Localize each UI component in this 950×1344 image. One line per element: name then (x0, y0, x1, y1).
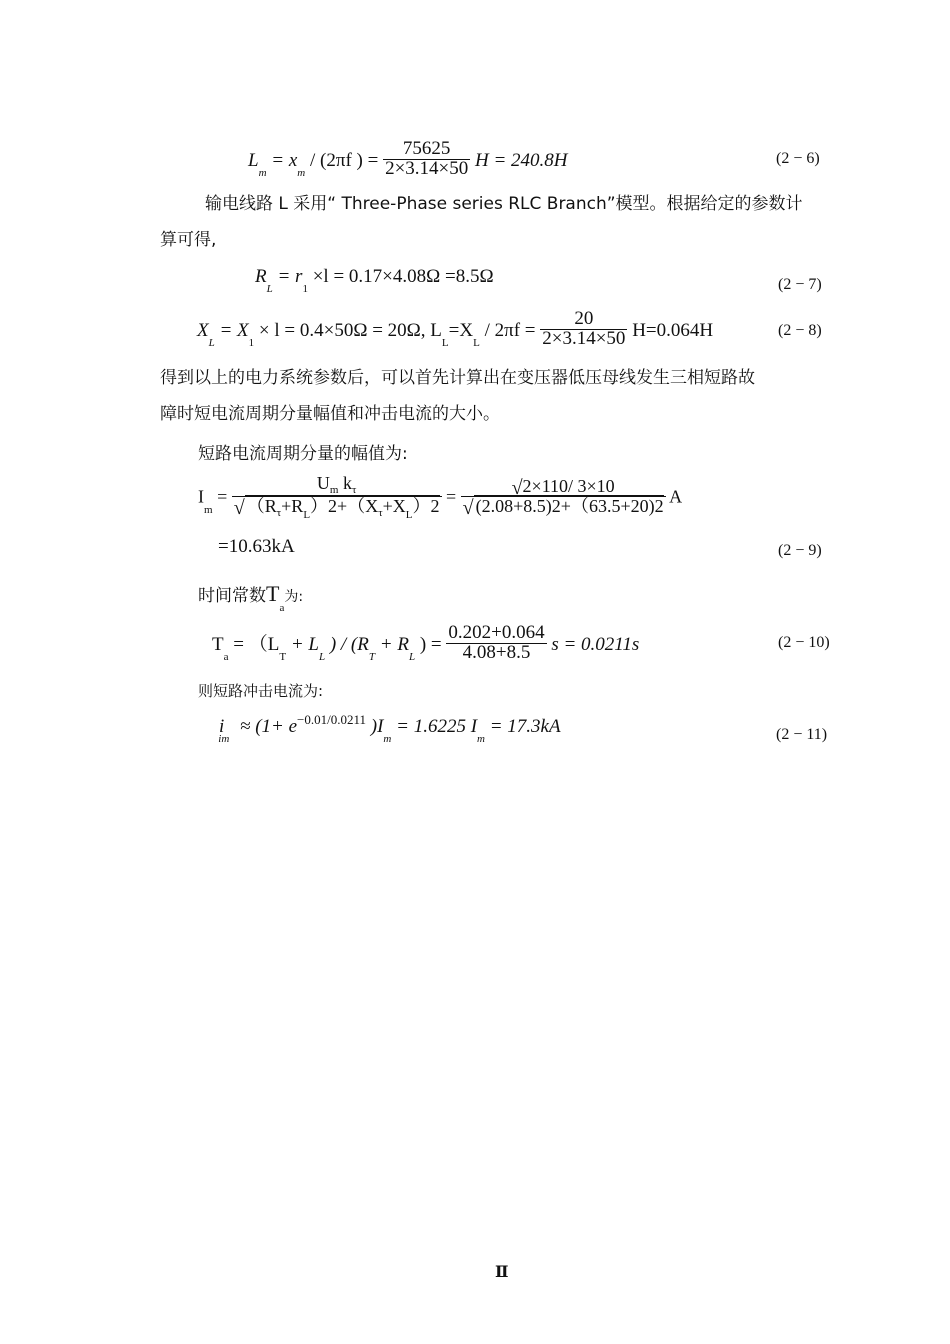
eq-term: = X (219, 319, 249, 341)
eq-term: ）2+（X (310, 496, 379, 516)
paragraph-line: 算可得, (160, 230, 217, 250)
page-number: Ⅱ (495, 1264, 509, 1281)
eq-fraction (232, 473, 442, 521)
fraction-denominator (461, 496, 666, 519)
eq-term: ) / (R (329, 633, 369, 655)
eq-term: k (342, 473, 352, 493)
sqrt-icon: √ (233, 497, 245, 519)
paragraph-line: 输电线路 L 采用“ Three-Phase series RLC Branch”模型。根据给定的参数计 (205, 194, 803, 214)
fraction-denominator (232, 496, 442, 521)
eq-symbol: X (197, 319, 209, 341)
paragraph-line: 则短路冲击电流为: (198, 682, 324, 700)
eq-term: （R (246, 496, 277, 516)
eq-subscript: L (208, 336, 215, 349)
eq-subscript: L (441, 336, 449, 349)
eq-subscript: m (297, 166, 306, 179)
eq-term: ≈ (1+ e (240, 716, 298, 737)
paragraph-line: 障时短电流周期分量幅值和冲击电流的大小。 (160, 404, 500, 424)
fraction-numerator (232, 473, 442, 496)
eq-subscript: im (218, 733, 230, 745)
eq-subscript: τ (378, 507, 383, 519)
eq-term: + R (379, 633, 409, 655)
eq-term: = （L (233, 633, 280, 655)
eq-term: +X (382, 496, 406, 516)
equation-2-11 (218, 712, 561, 745)
eq-term: U (316, 473, 330, 493)
eq-term: 2×110/ 3×10 (522, 476, 615, 496)
equation-2-8 (197, 308, 714, 351)
eq-subscript: a (223, 650, 229, 663)
eq-fraction (383, 139, 470, 178)
eq-term: ）2 (412, 496, 440, 516)
equation-2-7 (255, 266, 494, 295)
eq-subscript: L (318, 650, 326, 663)
eq-symbol: L (248, 149, 259, 171)
eq-term: = (446, 486, 457, 507)
eq-subscript: L (303, 509, 311, 521)
eq-fraction (540, 309, 627, 348)
eq-symbol: T (266, 581, 280, 606)
eq-symbol: R (255, 266, 267, 287)
eq-subscript: T (279, 650, 287, 663)
fraction-denominator: 4.08+8.5 (446, 643, 546, 662)
equation-label: (2 − 8) (778, 322, 822, 339)
equation-2-6 (248, 138, 568, 181)
fraction-numerator: 20 (574, 308, 594, 329)
eq-subscript: T (368, 650, 375, 663)
eq-superscript: −0.01/0.0211 (297, 712, 367, 727)
eq-symbol: T (212, 633, 224, 655)
eq-subscript: τ (351, 484, 357, 496)
eq-subscript: L (473, 336, 480, 349)
sqrt-icon: √ (511, 477, 523, 499)
sqrt-icon: √ (462, 497, 474, 519)
eq-term: / 2πf = (484, 319, 536, 341)
eq-result: H=0.064H (632, 319, 714, 341)
radicand (245, 495, 440, 521)
equation-label: (2 − 10) (778, 634, 830, 651)
text-run: 为: (284, 589, 304, 605)
eq-symbol: I (198, 486, 204, 507)
eq-term: =X (448, 319, 474, 341)
fraction-numerator (461, 476, 666, 499)
paragraph-line: 短路电流周期分量的幅值为: (198, 444, 408, 464)
eq-term: = r (277, 266, 303, 287)
eq-term: )I (370, 716, 384, 737)
eq-term: = 1.6225 I (396, 716, 478, 737)
equation-label: (2 − 6) (776, 150, 820, 167)
eq-fraction (461, 476, 666, 519)
eq-unit: A (669, 486, 683, 507)
equation-2-9 (198, 473, 683, 521)
eq-term: = (217, 486, 228, 507)
equation-2-9-result: =10.63kA (218, 536, 295, 557)
eq-symbol: i (219, 716, 225, 737)
paragraph-line: 得到以上的电力系统参数后，可以首先计算出在变压器低压母线发生三相短路故 (160, 368, 755, 388)
eq-term: ) = (419, 633, 442, 655)
eq-subscript: m (204, 503, 213, 516)
fraction-numerator: 0.202+0.064 (448, 622, 545, 643)
equation-2-10 (212, 622, 640, 665)
eq-subscript: m (329, 484, 339, 496)
eq-fraction (446, 623, 546, 662)
equation-label: (2 − 9) (778, 542, 822, 559)
equation-label: (2 − 11) (776, 726, 828, 743)
eq-term: + L (290, 633, 319, 655)
equation-label: (2 − 7) (778, 276, 822, 293)
eq-result: s = 0.0211s (551, 633, 640, 655)
eq-subscript: L (405, 509, 413, 521)
eq-result: H = 240.8H (475, 149, 568, 171)
text-run: 时间常数 (198, 586, 266, 606)
eq-subscript: 1 (302, 283, 308, 295)
eq-subscript: m (258, 166, 267, 179)
eq-term: × l = 0.4×50Ω = 20Ω, L (258, 319, 442, 341)
fraction-numerator: 75625 (402, 138, 451, 159)
eq-subscript: 1 (248, 336, 255, 349)
eq-subscript: m (383, 733, 392, 745)
eq-result: ×l = 0.17×4.08Ω =8.5Ω (312, 266, 494, 287)
eq-term: / (2πf ) = (310, 149, 379, 171)
eq-subscript: L (266, 283, 273, 295)
eq-subscript: L (408, 650, 416, 663)
eq-term: +R (281, 496, 304, 516)
paragraph-line (198, 576, 303, 616)
eq-subscript: τ (276, 507, 282, 519)
eq-subscript: m (477, 733, 485, 745)
fraction-denominator: 2×3.14×50 (542, 328, 626, 349)
radicand: (2.08+8.5)2+（63.5+20)2 (475, 496, 664, 516)
eq-term: = x (271, 149, 298, 171)
eq-subscript: a (279, 602, 285, 614)
eq-result: = 17.3kA (489, 716, 561, 737)
fraction-denominator: 2×3.14×50 (385, 158, 469, 179)
